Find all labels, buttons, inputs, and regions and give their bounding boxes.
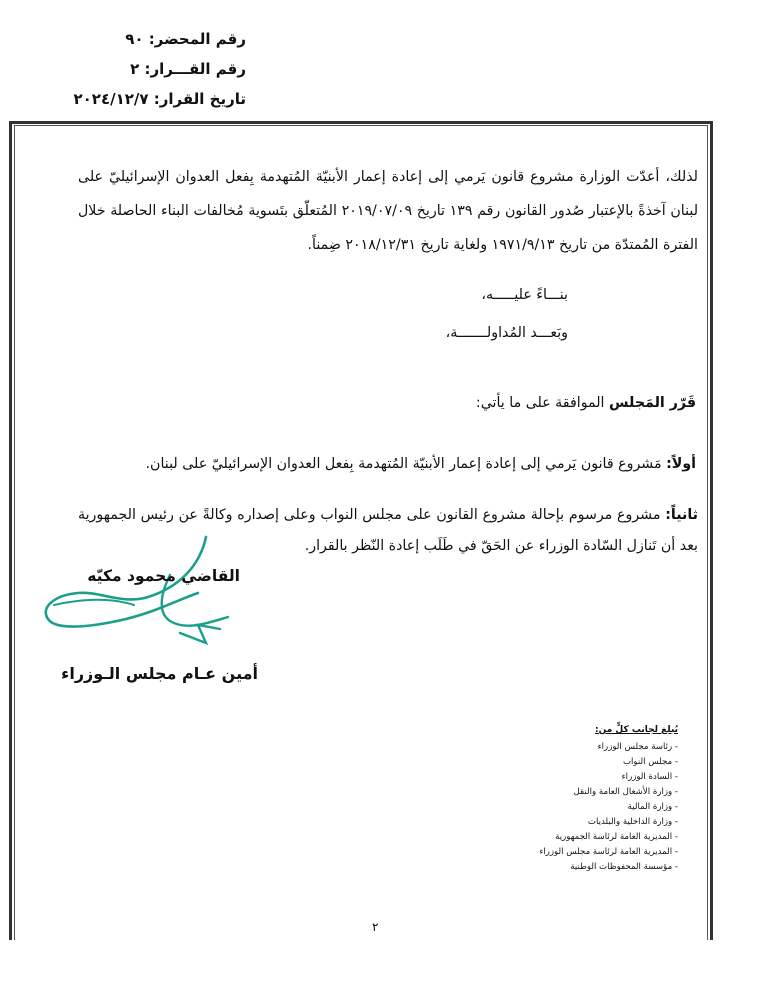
after-deliberation-line: وبَعـــد المُداولـــــــة، <box>445 325 568 341</box>
second-label: ثانياً: <box>665 507 698 523</box>
first-item <box>146 456 696 472</box>
second-text: مشروع مرسوم بإحالة مشروع القانون على مجلس النواب وعلى إصداره وكالةً عن رئيس الجمهورية بعد أن تَنازل السّادة الوزراء عن الحَقّ في طَلَب إعادة النّظر بالقرار. <box>78 507 698 554</box>
distribution-item: - مجلس النواب <box>622 757 678 767</box>
signature-ink <box>30 535 250 650</box>
council-decision-line <box>476 395 696 411</box>
council-label: قَرّر المَجلس <box>609 395 696 411</box>
intro-paragraph: لذلك، أعدّت الوزارة مشروع قانون يَرمي إلى إعادة إعمار الأبنيّة المُتهدمة بِفعل العدوان الإسرائيليّ على لبنان آخذةً بالإعتبار صُدور القانون رقم ١٣٩ تاريخ ٢٠١٩/٠٧/٠٩ المُتعلّق بتَسوية مُخالفات البناء الحاصلة خلال الفترة المُمتدّة من تاريخ ١٩٧١/٩/١٣ ولغاية تاريخ ٢٠١٨/١٢/٣١ ضِمناً. <box>78 169 699 253</box>
based-on-line: بنـــاءً عليـــــه، <box>481 287 568 303</box>
distribution-item: - السادة الوزراء <box>621 772 678 782</box>
distribution-item: - المديرية العامة لرئاسة الجمهورية <box>555 832 678 842</box>
decision-number: رقم القـــرار: ٢ <box>130 60 246 78</box>
distribution-item: - مؤسسة المحفوظات الوطنية <box>570 862 678 872</box>
minutes-number: رقم المحضر: ٩٠ <box>125 30 246 48</box>
distribution-item: - وزارة الداخلية والبلديات <box>587 817 678 827</box>
first-label: أولاً: <box>666 456 696 472</box>
signatory-title: أمين عـام مجلس الـوزراء <box>61 664 258 683</box>
first-text: مَشروع قانون يَرمي إلى إعادة إعمار الأبنيّة المُتهدمة بِفعل العدوان الإسرائيليّ على لبنان. <box>145 456 667 472</box>
distribution-heading: يُبلغ لجانب كلٍّ من: <box>595 725 678 735</box>
page-number: ٢ <box>372 920 379 934</box>
distribution-item: - وزارة الأشغال العامة والنقل <box>573 787 678 797</box>
decision-date: تاريخ القرار: ٢٠٢٤/١٢/٧ <box>73 90 246 108</box>
signatory-name: القاضي محمود مكيّه <box>87 567 240 585</box>
council-text: الموافقة على ما يأتي: <box>475 395 609 411</box>
distribution-item: - وزارة المالية <box>627 802 678 812</box>
distribution-item: - المديرية العامة لرئاسة مجلس الوزراء <box>539 847 678 857</box>
distribution-item: - رئاسة مجلس الوزراء <box>597 742 678 752</box>
